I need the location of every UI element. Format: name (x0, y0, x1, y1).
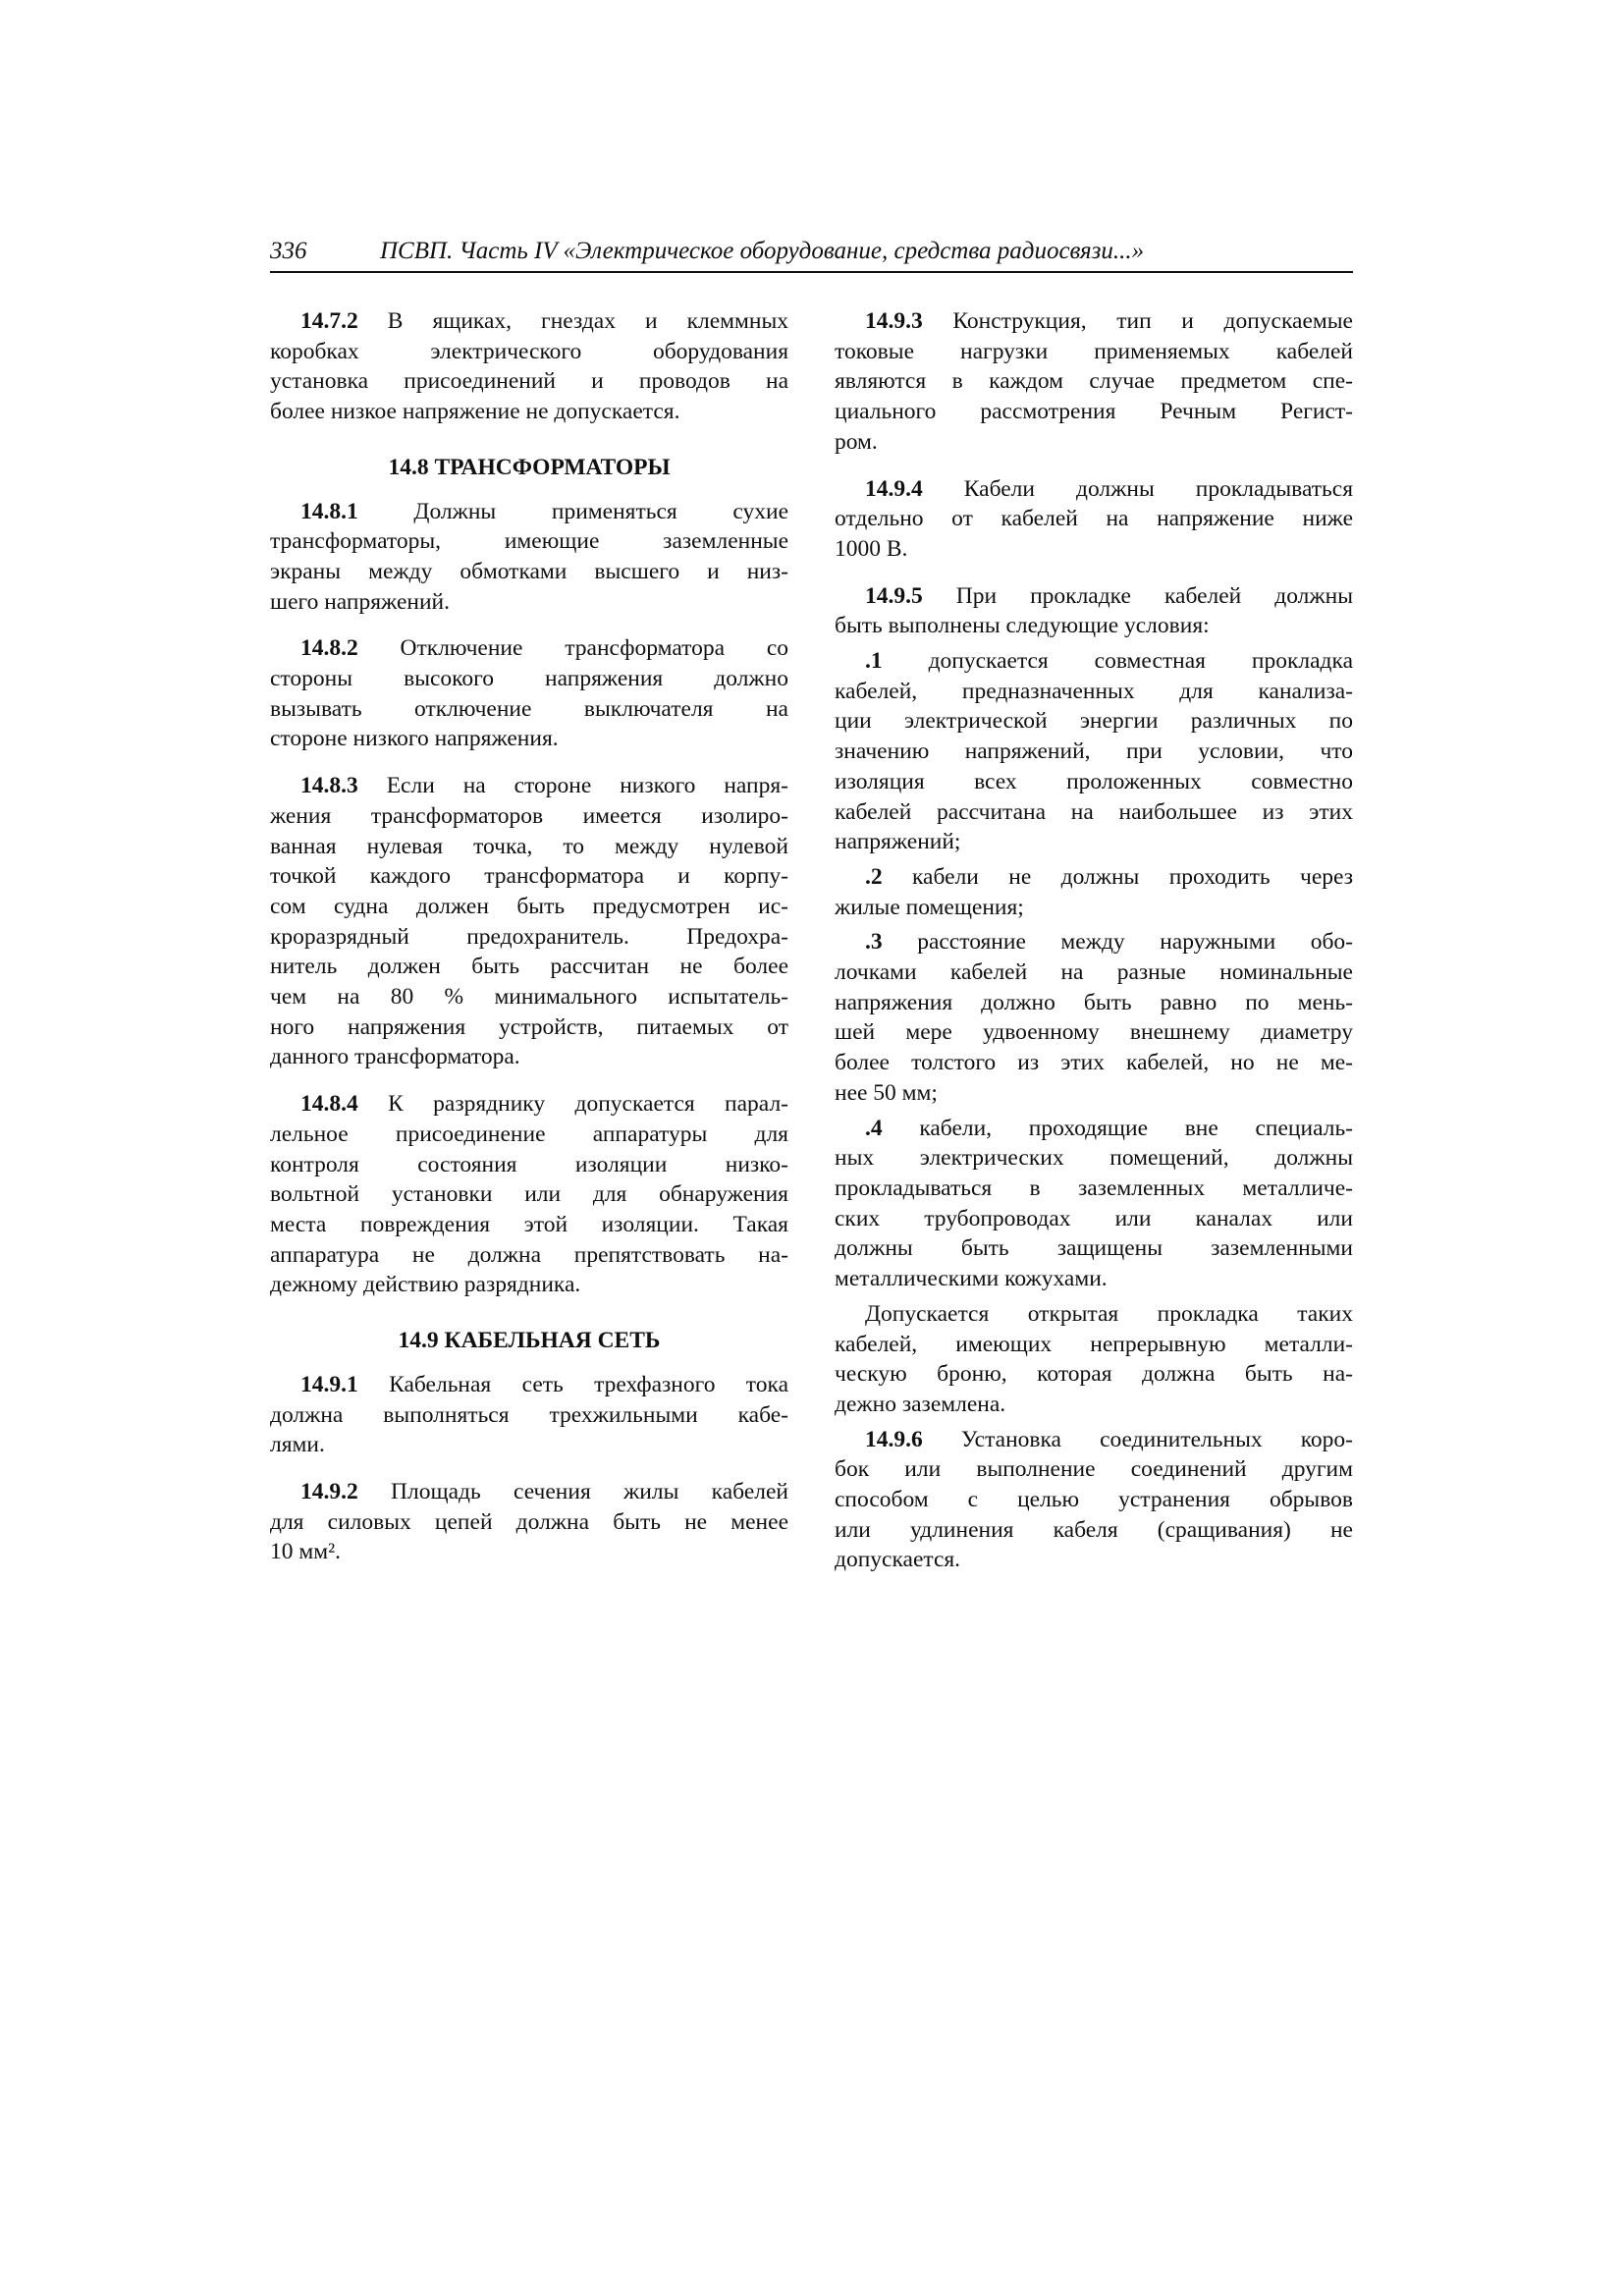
line-text: вольтной установки или для обнаружения (270, 1181, 788, 1208)
text-line (270, 892, 788, 922)
line-text: места повреждения этой изоляции. Такая (270, 1211, 788, 1237)
paragraph (270, 771, 788, 1072)
line-text: Допускается открытая прокладка таких (865, 1300, 1353, 1327)
text-line (835, 927, 1353, 957)
clause-number: 14.9.5 (865, 582, 923, 609)
text-line (835, 1330, 1353, 1360)
clause-number: 14.9.4 (865, 475, 923, 502)
line-text: должны быть защищены заземленными (835, 1235, 1353, 1262)
text-line (270, 801, 788, 832)
line-text: расстояние между наружными обо- (917, 929, 1353, 956)
text-line (270, 1430, 788, 1460)
line-text: Площадь сечения жилы кабелей (391, 1478, 788, 1504)
line-text: отдельно от кабелей на напряжение ниже (835, 506, 1353, 532)
line-text: должна выполняться трехжильными кабе- (270, 1401, 788, 1428)
text-line (835, 1078, 1353, 1109)
paragraph (270, 306, 788, 427)
text-line (270, 1089, 788, 1120)
line-text: Кабельная сеть трехфазного тока (389, 1371, 788, 1397)
line-text: напряжения должно быть равно по мень- (835, 989, 1353, 1015)
line-text: токовые нагрузки применяемых кабелей (835, 338, 1353, 364)
line-text: 1000 В. (835, 535, 908, 562)
clause-number: 14.7.2 (300, 308, 358, 334)
clause-number: 14.8.4 (300, 1091, 358, 1118)
line-text: коробках электрического оборудования (270, 338, 788, 364)
line-text: жилые помещения; (835, 894, 1024, 920)
right-column (835, 306, 1353, 1592)
paragraph (270, 1477, 788, 1567)
clause-number: 14.8.3 (300, 773, 358, 799)
text-line (270, 526, 788, 557)
line-text: напряжений; (835, 829, 961, 855)
text-line (270, 982, 788, 1012)
line-text: быть выполнены следующие условия: (835, 613, 1210, 639)
text-line (835, 737, 1353, 767)
text-line (835, 797, 1353, 828)
text-line (270, 1370, 788, 1400)
text-line (835, 646, 1353, 677)
text-line (270, 832, 788, 862)
paragraph (270, 497, 788, 618)
text-line (270, 1210, 788, 1240)
text-line (835, 988, 1353, 1018)
text-line (270, 397, 788, 427)
line-text: металлическими кожухами. (835, 1266, 1108, 1292)
text-line (835, 581, 1353, 612)
text-line (270, 1042, 788, 1072)
text-line (270, 587, 788, 618)
text-line (270, 633, 788, 664)
line-text: экраны между обмотками высшего и низ- (270, 558, 788, 584)
text-line (270, 1270, 788, 1300)
text-line (835, 427, 1353, 458)
line-text: значению напряжений, при условии, что (835, 738, 1353, 765)
line-text: стороне низкого напряжения. (270, 726, 559, 752)
line-text: более низкое напряжение не допускается. (270, 399, 680, 425)
line-text: ции электрической энергии различных по (835, 708, 1353, 735)
line-text: Если на стороне низкого напря- (386, 773, 788, 799)
paragraph (835, 862, 1353, 922)
text-line (270, 724, 788, 754)
running-title: ПСВП. Часть IV «Электрическое оборудование, средства радиосвязи...» (380, 238, 1145, 264)
line-text: стороны высокого напряжения должно (270, 666, 788, 692)
line-text: К разряднику допускается парал- (388, 1091, 788, 1118)
paragraph (835, 1299, 1353, 1420)
line-text: кабели не должны проходить через (912, 863, 1354, 890)
paragraph (270, 1089, 788, 1300)
left-column (270, 306, 788, 1584)
text-line (270, 771, 788, 801)
text-line (835, 957, 1353, 988)
text-line (835, 337, 1353, 367)
paragraph (835, 646, 1353, 857)
running-header (270, 236, 1353, 273)
text-line (835, 1114, 1353, 1144)
text-line (835, 306, 1353, 337)
clause-number: 14.8.1 (300, 498, 358, 524)
line-text: шего напряжений. (270, 588, 450, 615)
text-line (270, 952, 788, 982)
line-text: лельное присоединение аппаратуры для (270, 1121, 788, 1147)
line-text: трансформаторы, имеющие заземленные (270, 528, 788, 555)
text-line (835, 397, 1353, 427)
line-text: способом с целью устранения обрывов (835, 1487, 1353, 1513)
paragraph (835, 474, 1353, 565)
text-line (270, 1179, 788, 1210)
text-line (270, 1150, 788, 1180)
line-text: ного напряжения устройств, питаемых от (270, 1013, 788, 1040)
text-line (270, 1012, 788, 1043)
text-line (835, 1264, 1353, 1294)
text-line (835, 1299, 1353, 1330)
line-text: допускается. (835, 1547, 961, 1573)
clause-number: 14.9.2 (300, 1478, 358, 1504)
line-text: Конструкция, тип и допускаемые (952, 308, 1353, 334)
text-line (270, 337, 788, 367)
text-line (270, 922, 788, 953)
line-text: Кабели должны прокладываться (963, 475, 1354, 502)
line-text: В ящиках, гнездах и клеммных (387, 308, 788, 334)
line-text: жения трансформаторов имеется изолиро- (270, 802, 788, 829)
paragraph (835, 306, 1353, 458)
line-text: аппаратура не должна препятствовать на- (270, 1241, 788, 1268)
line-text: лями. (270, 1432, 325, 1458)
text-line (835, 504, 1353, 534)
text-line (835, 611, 1353, 641)
line-text: кабелей рассчитана на наибольшее из этих (835, 798, 1353, 825)
line-text: кабелей, имеющих непрерывную металли- (835, 1331, 1353, 1357)
line-text: ческую броню, которая должна быть на- (835, 1361, 1353, 1388)
line-text: ных электрических помещений, должны (835, 1145, 1353, 1172)
text-line (835, 1143, 1353, 1174)
line-text: являются в каждом случае предметом спе- (835, 368, 1353, 395)
paragraph (835, 1425, 1353, 1576)
line-text: контроля состояния изоляции низко- (270, 1151, 788, 1177)
line-text: допускается совместная прокладка (928, 648, 1353, 675)
line-text: При прокладке кабелей должны (955, 582, 1353, 609)
line-text: 10 мм². (270, 1539, 342, 1565)
text-line (835, 862, 1353, 893)
clause-number: 14.8.2 (300, 635, 358, 662)
line-text: ром. (835, 428, 878, 455)
line-text: нее 50 мм; (835, 1079, 938, 1106)
clause-number: 14.9.6 (865, 1426, 923, 1452)
clause-number: 14.9.3 (865, 308, 923, 334)
text-line (270, 306, 788, 337)
line-text: более толстого из этих кабелей, но не ме- (835, 1050, 1353, 1076)
line-text: ских трубопроводах или каналах или (835, 1205, 1353, 1231)
line-text: изоляция всех проложенных совместно (835, 768, 1353, 794)
section-heading: 14.9 КАБЕЛЬНАЯ СЕТЬ (398, 1328, 661, 1354)
text-line (270, 1240, 788, 1271)
paragraph (835, 1114, 1353, 1294)
text-line (835, 1454, 1353, 1485)
line-text: дежному действию разрядника. (270, 1272, 581, 1298)
clause-number: .2 (865, 863, 883, 890)
text-line (835, 1515, 1353, 1546)
text-line (835, 706, 1353, 737)
line-text: кабели, проходящие вне специаль- (919, 1115, 1353, 1141)
text-line (835, 1017, 1353, 1048)
text-line (835, 1233, 1353, 1264)
text-line (835, 1359, 1353, 1390)
text-line (270, 557, 788, 587)
text-line (835, 1425, 1353, 1455)
paragraph (835, 927, 1353, 1108)
line-text: Должны применяться сухие (413, 498, 788, 524)
line-text: Установка соединительных коро- (960, 1426, 1354, 1452)
page-number: 336 (270, 238, 307, 264)
text-line (835, 1174, 1353, 1204)
line-text: нитель должен быть рассчитан не более (270, 954, 788, 980)
text-line (835, 893, 1353, 923)
line-text: сом судна должен быть предусмотрен ис- (270, 893, 788, 919)
line-text: кабелей, предназначенных для канализа- (835, 678, 1353, 704)
text-line (835, 1545, 1353, 1575)
text-line (835, 767, 1353, 797)
text-line (270, 694, 788, 725)
clause-number: .3 (865, 929, 883, 956)
text-line (835, 1390, 1353, 1420)
text-line (835, 474, 1353, 505)
line-text: чем на 80 % минимального испытатель- (270, 984, 788, 1011)
line-text: вызывать отключение выключателя на (270, 695, 788, 722)
line-text: циального рассмотрения Речным Регист- (835, 399, 1353, 425)
text-line (270, 1400, 788, 1431)
line-text: прокладываться в заземленных металличе- (835, 1175, 1353, 1201)
paragraph (270, 633, 788, 754)
line-text: Отключение трансформатора со (400, 635, 789, 662)
line-text: данного трансформатора. (270, 1044, 520, 1070)
line-text: точкой каждого трансформатора и корпу- (270, 863, 788, 890)
text-line (270, 1120, 788, 1150)
line-text: ванная нулевая точка, то между нулевой (270, 833, 788, 859)
text-line (270, 1537, 788, 1567)
clause-number: .1 (865, 648, 883, 675)
clause-number: 14.9.1 (300, 1371, 358, 1397)
line-text: шей мере удвоенному внешнему диаметру (835, 1019, 1353, 1046)
text-line (835, 534, 1353, 565)
text-line (270, 497, 788, 527)
text-line (835, 366, 1353, 397)
section-heading: 14.8 ТРАНСФОРМАТОРЫ (388, 454, 671, 480)
line-text: кроразрядный предохранитель. Предохра- (270, 923, 788, 950)
line-text: бок или выполнение соединений другим (835, 1456, 1353, 1483)
line-text: лочками кабелей на разные номинальные (835, 959, 1353, 986)
text-line (270, 861, 788, 892)
paragraph (270, 1370, 788, 1460)
text-line (270, 1477, 788, 1507)
text-line (835, 677, 1353, 707)
text-line (835, 1204, 1353, 1234)
text-line (835, 827, 1353, 857)
paragraph (835, 581, 1353, 641)
text-line (270, 664, 788, 694)
text-line (835, 1485, 1353, 1515)
line-text: для силовых цепей должна быть не менее (270, 1508, 788, 1535)
text-line (270, 366, 788, 397)
line-text: установка присоединений и проводов на (270, 368, 788, 395)
text-line (270, 1507, 788, 1538)
line-text: или удлинения кабеля (сращивания) не (835, 1516, 1353, 1543)
clause-number: .4 (865, 1115, 883, 1141)
text-line (835, 1048, 1353, 1078)
line-text: дежно заземлена. (835, 1391, 1006, 1417)
